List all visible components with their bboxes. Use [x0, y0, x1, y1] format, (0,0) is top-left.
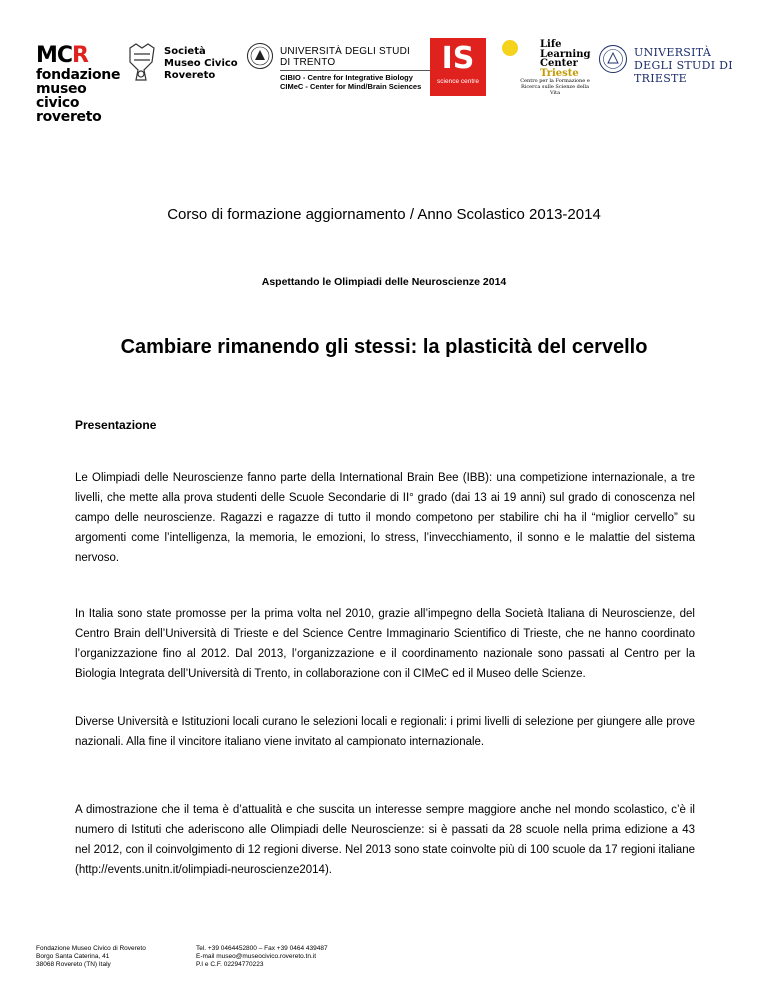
is-caption: science centre	[437, 78, 479, 85]
smc-emblem-icon	[122, 42, 160, 84]
footer-org: Fondazione Museo Civico di Rovereto	[36, 945, 146, 952]
footer-email: E-mail museo@museocivico.rovereto.tn.it	[196, 953, 317, 960]
footer-street: Borgo Santa Caterina, 41	[36, 953, 110, 960]
smc-text	[164, 46, 238, 82]
unitn-seal-icon	[246, 42, 274, 70]
sun-icon	[502, 40, 518, 56]
course-heading: Corso di formazione aggiornamento / Anno Scolastico 2013-2014	[167, 206, 601, 223]
life-learning-center-logo	[498, 38, 590, 108]
llc-line2: Learning	[540, 48, 591, 60]
partner-logos	[36, 38, 736, 125]
paragraph: Le Olimpiadi delle Neuroscienze fanno parte della International Brain Bee (IBB): una competizione internazionale, a tre livelli, che mette alla prova studenti delle Scuole Secondarie di II° grado (dai 13 ai 19 anni) sul grado di conoscenza nel campo delle neuroscienze. Ragazzi e ragazze di tutto il mondo competono per stabilire chi ha il “miglior cervello” su argomenti come l’intelligenza, la memoria, le emozioni, lo stress, l’invecchiamento, il sonno e le malattie del sistema nervoso.	[75, 472, 695, 564]
unitn-name	[280, 46, 410, 68]
units-line1: UNIVERSITÀ	[634, 46, 712, 59]
unitn-line2: DI TRENTO	[280, 57, 336, 68]
smc-line1: Società	[164, 46, 206, 57]
unitn-cibio: CIBIO - Centre for Integrative Biology	[280, 73, 413, 82]
fondazione-mcr-logo	[36, 44, 128, 124]
units-logo	[598, 44, 748, 84]
mcr-line2: museo civico	[36, 81, 87, 111]
document-title: Cambiare rimanendo gli stessi: la plasticità del cervello	[120, 336, 648, 358]
is-mark: IS	[441, 41, 475, 76]
section-heading: Presentazione	[75, 418, 157, 432]
mcr-line1: fondazione	[36, 67, 121, 83]
mcr-mark-r: R	[72, 43, 88, 68]
paragraph: A dimostrazione che il tema è d’attualità e che suscita un interesse sempre maggiore anche nel mondo scolastico, c’è il numero di Istituti che aderiscono alle Olimpiadi delle Neuroscienze: si è passati da 28 scuole nella prima edizione a 43 nel 2012, con il coinvolgimento di 12 regioni diverse. Nel 2013 sono state coinvolte più di 100 scuole da 17 regioni italiane (http://events.unitn.it/olimpiadi-neuroscienze2014).	[75, 804, 695, 876]
llc-line4: Trieste	[540, 67, 579, 79]
smc-line3: Rovereto	[164, 70, 216, 81]
units-line2: DEGLI STUDI DI TRIESTE	[634, 59, 733, 85]
footer-phone: Tel. +39 0464452800 – Fax +39 0464 439487	[196, 945, 328, 952]
mcr-mark	[36, 44, 128, 68]
llc-caption: Centro per la Formazione e Ricerca sulle Scienze della Vita	[520, 78, 590, 96]
event-subtitle: Aspettando le Olimpiadi delle Neuroscienze 2014	[261, 276, 507, 288]
smc-line2: Museo Civico	[164, 58, 238, 69]
unitn-cimec: CIMeC - Center for Mind/Brain Sciences	[280, 82, 422, 91]
mcr-mark-letters: MC	[36, 43, 73, 68]
mcr-line3: rovereto	[36, 109, 102, 125]
unitn-logo	[246, 42, 446, 98]
paragraph: In Italia sono state promosse per la prima volta nel 2010, grazie all’impegno della Società Italiana di Neuroscienze, del Centro Brain dell’Università di Trieste e del Science Centre Immaginario Scientifico di Trieste, che ne hanno coordinato l’organizzazione fino al 2012. Dal 2013, l’organizzazione e il coordinamento nazionale sono passati al Centro per la Biologia Integrata dell’Università di Trento, in collaborazione con il CIMeC ed il Museo delle Scienze.	[75, 608, 695, 680]
units-text	[634, 46, 748, 85]
unitn-divider	[280, 70, 450, 71]
unitn-line1: UNIVERSITÀ DEGLI STUDI	[280, 46, 410, 57]
footer-contacts	[196, 945, 328, 969]
paragraph: Diverse Università e Istituzioni locali curano le selezioni locali e regionali: i primi livelli di selezione per giungere alle prove nazionali. Alla fine il vincitore italiano viene invitato al campionato internazionale.	[75, 716, 695, 748]
units-seal-icon	[598, 44, 628, 74]
llc-name	[540, 40, 590, 78]
societa-museo-civico-logo	[122, 42, 242, 92]
footer-address	[36, 945, 146, 969]
unitn-sub	[280, 73, 421, 91]
is-science-centre-logo	[430, 38, 486, 96]
footer-city: 38068 Rovereto (TN) Italy	[36, 961, 111, 968]
llc-line1: Life	[540, 39, 562, 50]
llc-line3: Center	[540, 58, 578, 69]
footer-vat: P.I e C.F. 02294770223	[196, 961, 264, 968]
